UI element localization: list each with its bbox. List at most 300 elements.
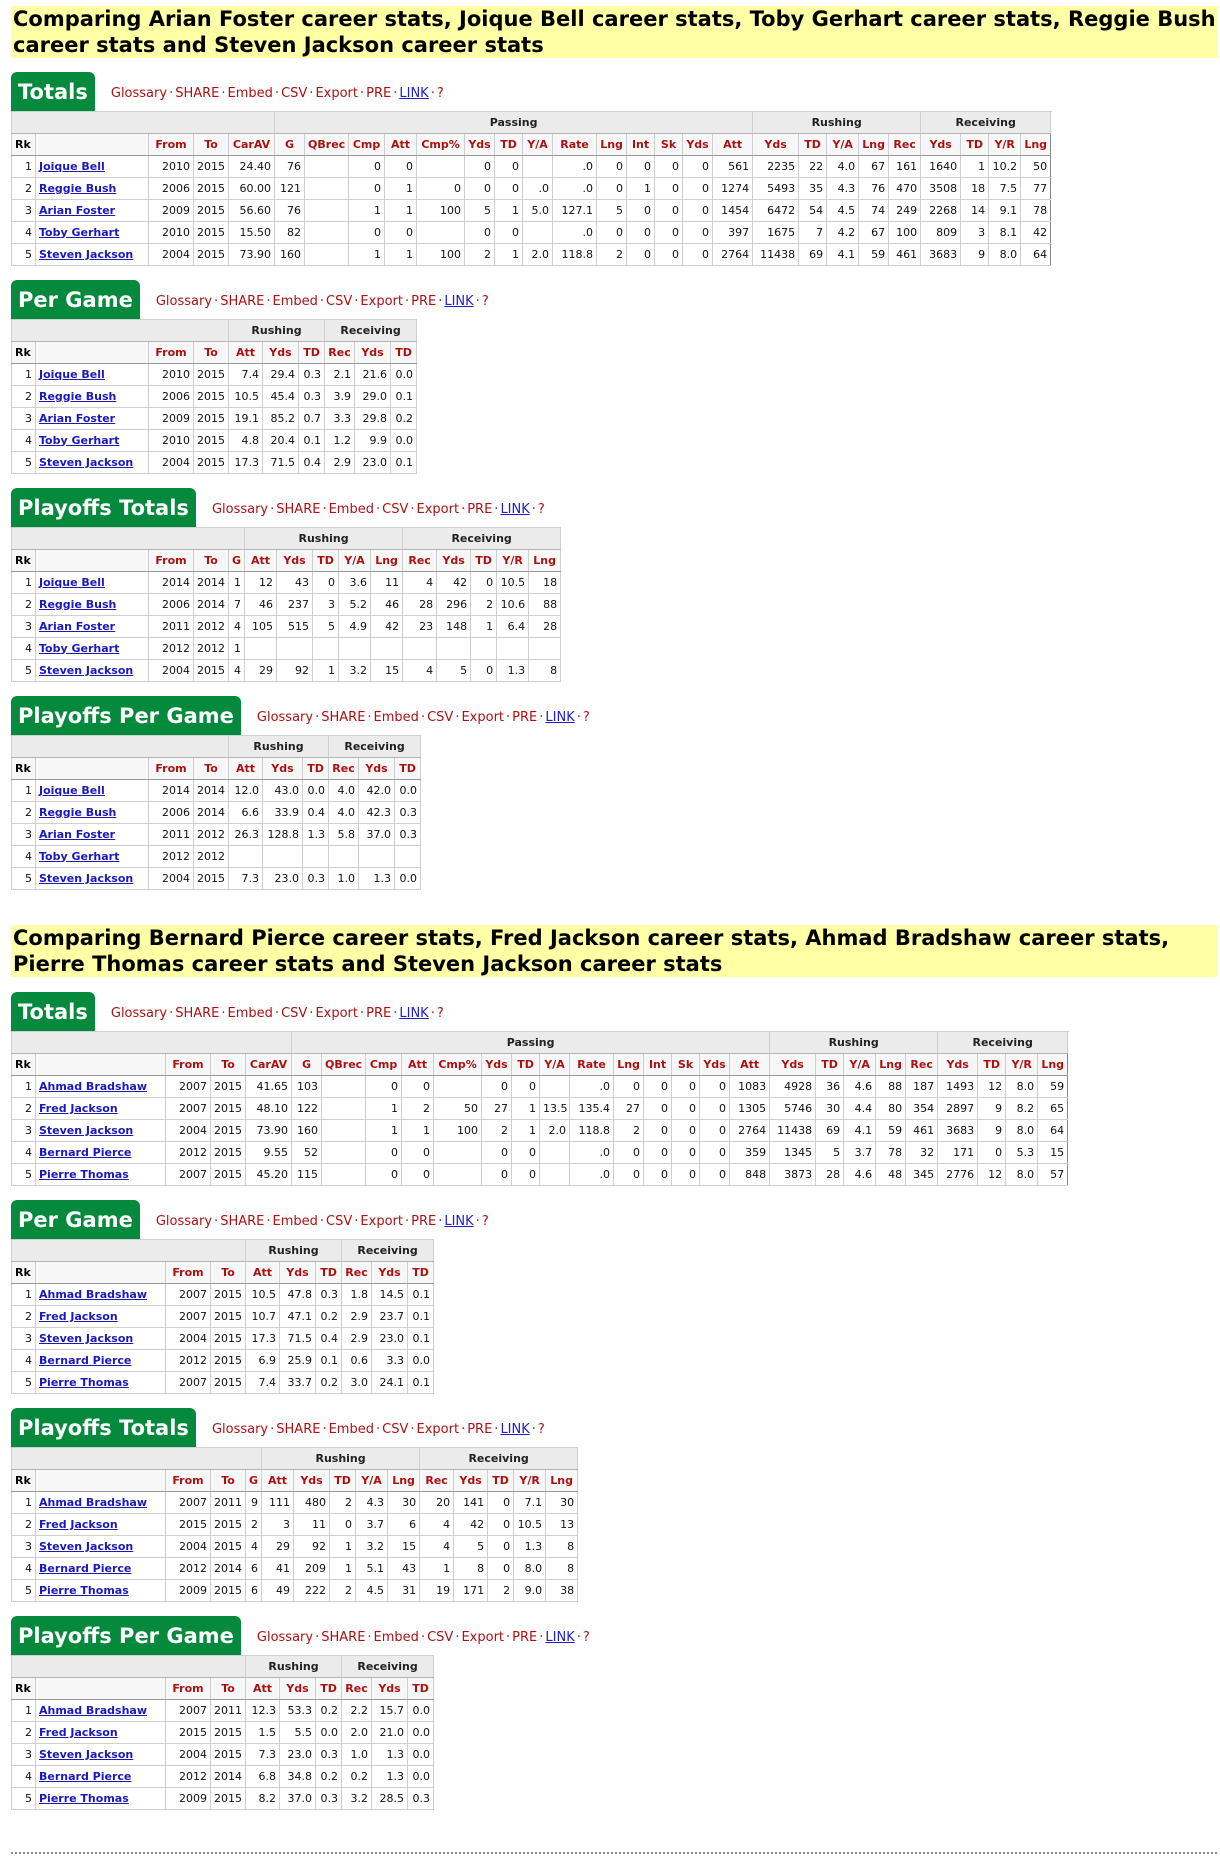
player-link[interactable]: Pierre Thomas — [39, 1167, 129, 1181]
share-link[interactable]: SHARE — [220, 1213, 265, 1229]
player-link[interactable]: Pierre Thomas — [39, 1375, 129, 1389]
csv-link[interactable]: CSV — [427, 709, 454, 725]
column-header[interactable]: TD — [391, 342, 417, 364]
player-link[interactable]: Toby Gerhart — [39, 849, 120, 863]
embed-link[interactable]: Embed — [272, 293, 318, 309]
player-cell — [36, 386, 149, 408]
stat-cell: 1305 — [730, 1098, 770, 1120]
separator: · — [270, 501, 275, 517]
column-header[interactable]: Y/R — [497, 550, 529, 572]
export-link[interactable]: Export — [315, 1005, 358, 1021]
column-header[interactable]: Rk — [12, 758, 36, 780]
column-header[interactable]: To — [211, 1470, 246, 1492]
player-link[interactable]: Steven Jackson — [39, 247, 134, 261]
glossary-link[interactable]: Glossary — [256, 709, 314, 725]
column-header[interactable]: Lng — [1038, 1054, 1068, 1076]
player-link[interactable]: Fred Jackson — [39, 1101, 118, 1115]
column-header[interactable]: TD — [313, 550, 339, 572]
column-header[interactable]: Rec — [342, 1262, 372, 1284]
link-link[interactable]: LINK — [545, 709, 575, 725]
column-header[interactable]: Yds — [359, 758, 395, 780]
stat-cell: 0.0 — [408, 1766, 434, 1788]
share-link[interactable]: SHARE — [276, 501, 321, 517]
embed-link[interactable]: Embed — [373, 1629, 419, 1645]
pre-link[interactable]: PRE — [512, 709, 538, 725]
column-header[interactable]: Int — [627, 134, 655, 156]
help-link[interactable]: ? — [481, 1213, 489, 1229]
column-header-row — [12, 342, 417, 364]
column-header[interactable]: From — [166, 1678, 211, 1700]
column-header[interactable]: Rec — [325, 342, 355, 364]
column-header[interactable]: TD — [512, 1054, 540, 1076]
column-header[interactable]: Rec — [342, 1678, 372, 1700]
player-link[interactable]: Reggie Bush — [39, 181, 117, 195]
player-cell — [36, 156, 149, 178]
column-header[interactable]: QBrec — [305, 134, 349, 156]
column-header[interactable]: Lng — [597, 134, 627, 156]
link-link[interactable]: LINK — [500, 501, 530, 517]
embed-link[interactable]: Embed — [227, 1005, 273, 1021]
column-header[interactable]: Rec — [403, 550, 437, 572]
stat-cell: 0.0 — [408, 1744, 434, 1766]
player-link[interactable]: Bernard Pierce — [39, 1145, 132, 1159]
stat-cell: 135.4 — [570, 1098, 614, 1120]
link-link[interactable]: LINK — [545, 1629, 575, 1645]
column-header[interactable]: Yds — [355, 342, 391, 364]
column-header[interactable]: Yds — [770, 1054, 816, 1076]
column-header[interactable] — [36, 1054, 166, 1076]
column-header[interactable]: Y/A — [356, 1470, 388, 1492]
stat-cell: 76 — [275, 200, 305, 222]
column-header[interactable]: Yds — [437, 550, 471, 572]
table-row — [12, 780, 421, 802]
column-header[interactable]: Lng — [614, 1054, 644, 1076]
column-header[interactable]: From — [166, 1054, 211, 1076]
column-header[interactable]: Rate — [570, 1054, 614, 1076]
player-link[interactable]: Fred Jackson — [39, 1725, 118, 1739]
stat-cell — [322, 1120, 366, 1142]
stat-cell: 0.1 — [408, 1328, 434, 1350]
column-header[interactable]: TD — [316, 1262, 342, 1284]
player-link[interactable]: Toby Gerhart — [39, 225, 120, 239]
stat-cell: 10.5 — [246, 1284, 280, 1306]
stat-cell: 0.7 — [299, 408, 325, 430]
column-header[interactable]: Yds — [921, 134, 961, 156]
glossary-link[interactable]: Glossary — [110, 1005, 168, 1021]
stat-cell: 1.8 — [342, 1284, 372, 1306]
player-link[interactable]: Arian Foster — [39, 203, 116, 217]
column-group-header — [12, 1240, 246, 1262]
stat-cell: 0 — [627, 200, 655, 222]
column-header[interactable]: TD — [978, 1054, 1006, 1076]
stat-cell: 10.5 — [514, 1514, 546, 1536]
stat-cell: 2007 — [166, 1164, 211, 1186]
column-header[interactable]: Att — [713, 134, 753, 156]
column-header[interactable]: To — [194, 342, 229, 364]
column-header[interactable]: From — [149, 342, 194, 364]
column-header[interactable]: Yds — [372, 1262, 408, 1284]
stat-cell: 0 — [683, 156, 713, 178]
column-header[interactable]: Att — [229, 342, 263, 364]
player-link[interactable]: Joique Bell — [39, 367, 105, 381]
column-header[interactable]: Cmp — [349, 134, 385, 156]
stat-cell: 2012 — [166, 1142, 211, 1164]
player-cell — [36, 1536, 166, 1558]
stat-cell: 0 — [385, 222, 417, 244]
column-header[interactable]: G — [292, 1054, 322, 1076]
column-header[interactable]: Att — [246, 1678, 280, 1700]
column-header[interactable] — [36, 134, 149, 156]
column-header[interactable]: CarAV — [246, 1054, 292, 1076]
stat-cell: 4.1 — [827, 244, 859, 266]
export-link[interactable]: Export — [416, 1421, 460, 1437]
help-link[interactable]: ? — [436, 85, 444, 101]
column-header[interactable]: Cmp% — [417, 134, 465, 156]
glossary-link[interactable]: Glossary — [155, 1213, 213, 1229]
player-link[interactable]: Bernard Pierce — [39, 1353, 132, 1367]
stat-cell: 19 — [420, 1580, 454, 1602]
stat-cell: 3.2 — [356, 1536, 388, 1558]
column-header[interactable]: From — [166, 1470, 211, 1492]
column-header[interactable] — [36, 1678, 166, 1700]
column-header[interactable]: QBrec — [322, 1054, 366, 1076]
stat-cell — [403, 638, 437, 660]
column-group-header: Rushing — [229, 736, 329, 758]
share-link[interactable]: SHARE — [220, 293, 265, 309]
column-header[interactable]: Lng — [876, 1054, 906, 1076]
help-link[interactable]: ? — [481, 293, 489, 309]
player-link[interactable]: Ahmad Bradshaw — [39, 1703, 148, 1717]
stat-cell: 0 — [700, 1076, 730, 1098]
export-link[interactable]: Export — [416, 501, 460, 517]
column-header[interactable]: Yds — [454, 1470, 488, 1492]
column-header[interactable]: Lng — [859, 134, 889, 156]
player-link[interactable]: Steven Jackson — [39, 1331, 134, 1345]
column-header[interactable]: Y/A — [844, 1054, 876, 1076]
column-group-header: Receiving — [921, 112, 1051, 134]
column-header[interactable]: Yds — [280, 1678, 316, 1700]
pre-link[interactable]: PRE — [411, 293, 437, 309]
column-header[interactable]: Y/R — [989, 134, 1021, 156]
stat-cell: 4.4 — [844, 1098, 876, 1120]
column-header[interactable]: Y/A — [339, 550, 371, 572]
column-header[interactable]: G — [246, 1470, 262, 1492]
column-header[interactable]: To — [211, 1262, 246, 1284]
stat-cell: 4928 — [770, 1076, 816, 1098]
player-link[interactable]: Arian Foster — [39, 827, 116, 841]
link-link[interactable]: LINK — [399, 1005, 429, 1021]
csv-link[interactable]: CSV — [326, 1213, 353, 1229]
column-header[interactable]: TD — [303, 758, 329, 780]
column-header[interactable]: Lng — [371, 550, 403, 572]
csv-link[interactable]: CSV — [382, 1421, 409, 1437]
player-link[interactable]: Arian Foster — [39, 619, 116, 633]
link-link[interactable]: LINK — [500, 1421, 530, 1437]
column-header[interactable]: Rk — [12, 1054, 36, 1076]
stat-cell: 2.9 — [342, 1328, 372, 1350]
column-header[interactable]: TD — [495, 134, 523, 156]
pre-link[interactable]: PRE — [467, 501, 493, 517]
share-link[interactable]: SHARE — [175, 1005, 220, 1021]
help-link[interactable]: ? — [537, 1421, 545, 1437]
column-header[interactable]: Yds — [482, 1054, 512, 1076]
player-link[interactable]: Arian Foster — [39, 411, 116, 425]
player-link[interactable]: Steven Jackson — [39, 663, 134, 677]
export-link[interactable]: Export — [360, 293, 403, 309]
table-row — [12, 408, 417, 430]
column-header[interactable]: Att — [402, 1054, 434, 1076]
column-header[interactable]: Yds — [700, 1054, 730, 1076]
column-header[interactable]: From — [149, 758, 194, 780]
column-header[interactable]: Yds — [753, 134, 799, 156]
column-header[interactable]: Yds — [280, 1262, 316, 1284]
player-link[interactable]: Reggie Bush — [39, 597, 117, 611]
column-header[interactable]: Y/R — [514, 1470, 546, 1492]
column-header[interactable]: Lng — [1021, 134, 1051, 156]
player-link[interactable]: Ahmad Bradshaw — [39, 1495, 148, 1509]
help-link[interactable]: ? — [582, 1629, 590, 1645]
csv-link[interactable]: CSV — [427, 1629, 454, 1645]
column-header[interactable]: Rk — [12, 550, 36, 572]
column-header[interactable] — [36, 342, 149, 364]
player-link[interactable]: Steven Jackson — [39, 1123, 134, 1137]
column-header[interactable]: TD — [961, 134, 989, 156]
column-header[interactable]: TD — [299, 342, 325, 364]
column-header[interactable]: Rk — [12, 1470, 36, 1492]
player-link[interactable]: Toby Gerhart — [39, 433, 120, 447]
column-header[interactable]: G — [275, 134, 305, 156]
column-header[interactable]: Rk — [12, 1262, 36, 1284]
stat-cell: 24.1 — [372, 1372, 408, 1394]
stat-cell: 3.6 — [339, 572, 371, 594]
export-link[interactable]: Export — [461, 1629, 505, 1645]
stat-cell: 160 — [275, 244, 305, 266]
player-link[interactable]: Joique Bell — [39, 575, 105, 589]
player-link[interactable]: Pierre Thomas — [39, 1791, 129, 1805]
table-row — [12, 1766, 434, 1788]
column-header[interactable]: TD — [316, 1678, 342, 1700]
column-header[interactable]: Rec — [329, 758, 359, 780]
column-header[interactable]: Att — [262, 1470, 294, 1492]
share-link[interactable]: SHARE — [321, 1629, 366, 1645]
column-header[interactable]: TD — [330, 1470, 356, 1492]
column-header[interactable]: Rate — [553, 134, 597, 156]
column-header[interactable]: Att — [385, 134, 417, 156]
embed-link[interactable]: Embed — [328, 501, 374, 517]
stat-cell: 4 — [229, 616, 245, 638]
stat-cell: 65 — [1038, 1098, 1068, 1120]
stat-cell: 1.2 — [325, 430, 355, 452]
column-header[interactable]: Sk — [672, 1054, 700, 1076]
column-group-header: Rushing — [246, 1240, 342, 1262]
player-link[interactable]: Ahmad Bradshaw — [39, 1079, 148, 1093]
column-header[interactable]: TD — [488, 1470, 514, 1492]
comparison-heading: Comparing Bernard Pierce career stats, Fred Jackson career stats, Ahmad Bradshaw career stats, Pierre Thomas career stats and Steven Jackson career stats — [11, 925, 1217, 977]
column-header[interactable]: CarAV — [229, 134, 275, 156]
glossary-link[interactable]: Glossary — [211, 1421, 269, 1437]
stat-cell: 92 — [277, 660, 313, 682]
csv-link[interactable]: CSV — [382, 501, 409, 517]
column-header[interactable]: G — [229, 550, 245, 572]
pre-link[interactable]: PRE — [467, 1421, 493, 1437]
column-header[interactable]: Rec — [906, 1054, 938, 1076]
player-link[interactable]: Joique Bell — [39, 159, 105, 173]
column-header[interactable]: Yds — [372, 1678, 408, 1700]
player-link[interactable]: Fred Jackson — [39, 1517, 118, 1531]
stat-cell: 103 — [292, 1076, 322, 1098]
column-header[interactable]: Yds — [263, 342, 299, 364]
help-link[interactable]: ? — [537, 501, 545, 517]
column-header[interactable]: Lng — [546, 1470, 578, 1492]
column-header[interactable]: From — [149, 134, 194, 156]
table-row — [12, 638, 561, 660]
column-header[interactable]: Rec — [420, 1470, 454, 1492]
column-header[interactable]: To — [194, 550, 229, 572]
glossary-link[interactable]: Glossary — [256, 1629, 314, 1645]
embed-link[interactable]: Embed — [328, 1421, 374, 1437]
share-link[interactable]: SHARE — [321, 709, 366, 725]
column-header[interactable] — [36, 758, 149, 780]
column-header[interactable]: Att — [229, 758, 263, 780]
column-header[interactable]: Y/A — [523, 134, 553, 156]
stat-cell: 2.9 — [325, 452, 355, 474]
column-header[interactable]: From — [149, 550, 194, 572]
stat-cell: 67 — [859, 222, 889, 244]
column-header[interactable]: TD — [471, 550, 497, 572]
export-link[interactable]: Export — [315, 85, 358, 101]
csv-link[interactable]: CSV — [281, 85, 308, 101]
stat-cell: 1345 — [770, 1142, 816, 1164]
column-header[interactable]: To — [194, 758, 229, 780]
column-header[interactable]: Yds — [938, 1054, 978, 1076]
rank-cell: 3 — [12, 1744, 36, 1766]
player-link[interactable]: Bernard Pierce — [39, 1561, 132, 1575]
column-header[interactable]: Y/A — [540, 1054, 570, 1076]
stat-cell: 0 — [644, 1142, 672, 1164]
glossary-link[interactable]: Glossary — [211, 501, 269, 517]
stat-cell: 43.0 — [263, 780, 303, 802]
player-link[interactable]: Steven Jackson — [39, 455, 134, 469]
column-header[interactable]: Yds — [683, 134, 713, 156]
glossary-link[interactable]: Glossary — [110, 85, 168, 101]
embed-link[interactable]: Embed — [227, 85, 273, 101]
column-header[interactable]: TD — [408, 1262, 434, 1284]
column-header[interactable]: Rk — [12, 1678, 36, 1700]
link-link[interactable]: LINK — [444, 1213, 474, 1229]
pre-link[interactable]: PRE — [366, 1005, 392, 1021]
player-link[interactable]: Steven Jackson — [39, 1539, 134, 1553]
stat-cell: 0 — [683, 244, 713, 266]
column-header[interactable]: Yds — [277, 550, 313, 572]
help-link[interactable]: ? — [436, 1005, 444, 1021]
pre-link[interactable]: PRE — [366, 85, 392, 101]
csv-link[interactable]: CSV — [281, 1005, 308, 1021]
link-link[interactable]: LINK — [444, 293, 474, 309]
column-header[interactable]: To — [194, 134, 229, 156]
column-header[interactable]: Rk — [12, 134, 36, 156]
column-header[interactable] — [36, 550, 149, 572]
pre-link[interactable]: PRE — [512, 1629, 538, 1645]
column-header[interactable]: Lng — [529, 550, 561, 572]
column-header[interactable]: Lng — [388, 1470, 420, 1492]
separator: · — [393, 85, 398, 101]
column-header[interactable]: From — [166, 1262, 211, 1284]
column-header[interactable]: To — [211, 1678, 246, 1700]
stat-cell: 3873 — [770, 1164, 816, 1186]
column-header[interactable]: Cmp% — [434, 1054, 482, 1076]
column-header[interactable]: Yds — [465, 134, 495, 156]
player-link[interactable]: Steven Jackson — [39, 1747, 134, 1761]
stat-cell: 29 — [262, 1536, 294, 1558]
export-link[interactable]: Export — [360, 1213, 403, 1229]
column-header[interactable]: TD — [816, 1054, 844, 1076]
stat-cell: 0.4 — [316, 1328, 342, 1350]
column-header[interactable]: Att — [730, 1054, 770, 1076]
column-header[interactable]: TD — [408, 1678, 434, 1700]
player-link[interactable]: Joique Bell — [39, 783, 105, 797]
help-link[interactable]: ? — [582, 709, 590, 725]
stat-cell: 1.5 — [246, 1722, 280, 1744]
column-header[interactable]: Rec — [889, 134, 921, 156]
table-row — [12, 452, 417, 474]
export-link[interactable]: Export — [461, 709, 505, 725]
column-header[interactable] — [36, 1470, 166, 1492]
player-link[interactable]: Bernard Pierce — [39, 1769, 132, 1783]
pre-link[interactable]: PRE — [411, 1213, 437, 1229]
column-header[interactable] — [36, 1262, 166, 1284]
separator: · — [169, 1005, 174, 1021]
csv-link[interactable]: CSV — [326, 293, 353, 309]
embed-link[interactable]: Embed — [373, 709, 419, 725]
player-link[interactable]: Ahmad Bradshaw — [39, 1287, 148, 1301]
column-header[interactable]: Y/R — [1006, 1054, 1038, 1076]
rank-cell: 3 — [12, 1328, 36, 1350]
player-link[interactable]: Pierre Thomas — [39, 1583, 129, 1597]
table-row — [12, 1492, 578, 1514]
share-link[interactable]: SHARE — [276, 1421, 321, 1437]
stat-cell: 2015 — [211, 1722, 246, 1744]
column-header[interactable]: TD — [799, 134, 827, 156]
stat-cell — [305, 244, 349, 266]
column-header[interactable]: TD — [395, 758, 421, 780]
player-link[interactable]: Fred Jackson — [39, 1309, 118, 1323]
column-header[interactable]: Att — [245, 550, 277, 572]
stat-cell: 2015 — [194, 156, 229, 178]
stat-cell: 2 — [597, 244, 627, 266]
player-link[interactable]: Reggie Bush — [39, 389, 117, 403]
column-header[interactable]: Y/A — [827, 134, 859, 156]
column-header[interactable]: Rk — [12, 342, 36, 364]
rank-cell: 4 — [12, 1142, 36, 1164]
player-link[interactable]: Toby Gerhart — [39, 641, 120, 655]
column-header[interactable]: Yds — [263, 758, 303, 780]
glossary-link[interactable]: Glossary — [155, 293, 213, 309]
player-link[interactable]: Reggie Bush — [39, 805, 117, 819]
separator: · — [309, 85, 314, 101]
share-link[interactable]: SHARE — [175, 85, 220, 101]
column-header[interactable]: Sk — [655, 134, 683, 156]
player-link[interactable]: Steven Jackson — [39, 871, 134, 885]
link-link[interactable]: LINK — [399, 85, 429, 101]
column-header[interactable]: To — [211, 1054, 246, 1076]
column-header[interactable]: Yds — [294, 1470, 330, 1492]
separator: · — [315, 1629, 320, 1645]
column-header[interactable]: Att — [246, 1262, 280, 1284]
column-header[interactable]: Cmp — [366, 1054, 402, 1076]
column-header[interactable]: Int — [644, 1054, 672, 1076]
embed-link[interactable]: Embed — [272, 1213, 318, 1229]
column-header-row — [12, 134, 1051, 156]
